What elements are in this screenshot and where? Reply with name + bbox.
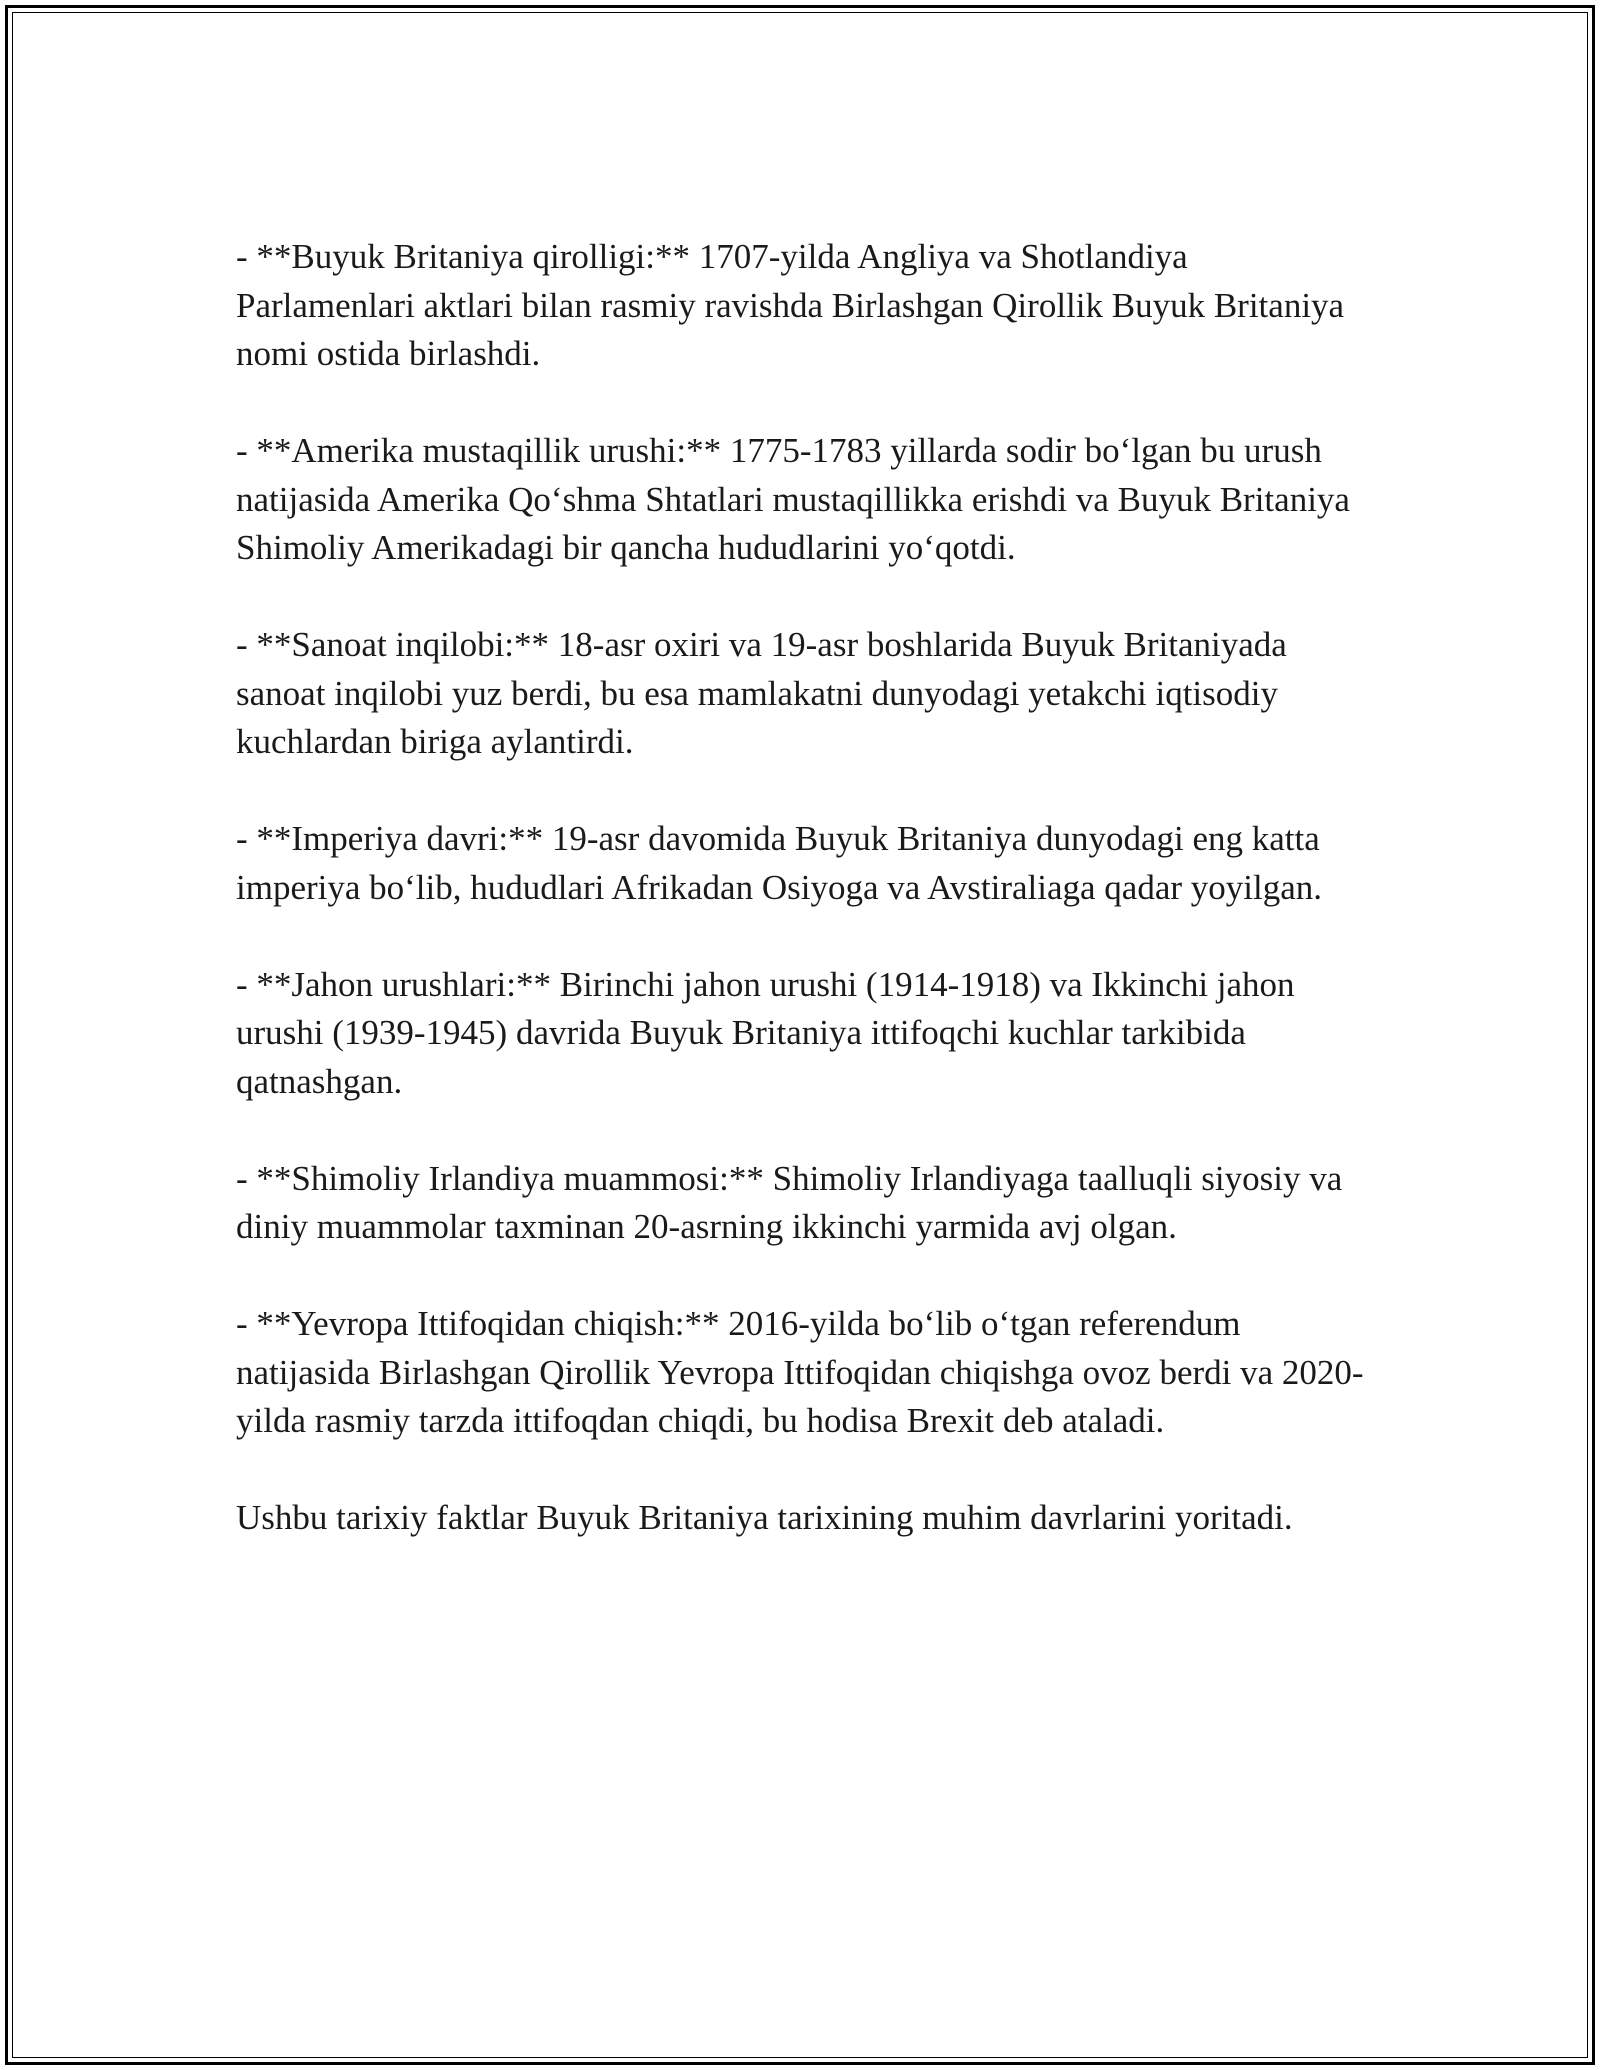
paragraph-imperiya-davri: - **Imperiya davri:** 19-asr davomida Buyuk Britaniya dunyodagi eng katta imperiya bo‘lib, hududlari Afrikadan Osiyoga va Avstiraliaga qadar yoyilgan. bbox=[236, 819, 1323, 907]
paragraph-buyuk-britaniya-qirolligi: - **Buyuk Britaniya qirolligi:** 1707-yilda Angliya va Shotlandiya Parlamenlari aktlari bilan rasmiy ravishda Birlashgan Qirollik Buyuk Britaniya nomi ostida birlashdi. bbox=[236, 237, 1345, 373]
paragraph-conclusion: Ushbu tarixiy faktlar Buyuk Britaniya tarixining muhim davrlarini yoritadi. bbox=[236, 1498, 1293, 1537]
paragraph-shimoliy-irlandiya-muammosi: - **Shimoliy Irlandiya muammosi:** Shimoliy Irlandiyaga taalluqli siyosiy va diniy muammolar taxminan 20-asrning ikkinchi yarmida avj olgan. bbox=[236, 1158, 1343, 1246]
paragraph-jahon-urushlari: - **Jahon urushlari:** Birinchi jahon urushi (1914-1918) va Ikkinchi jahon urushi (1939-1945) davrida Buyuk Britaniya ittifoqchi kuchlar tarkibida qatnashgan. bbox=[236, 964, 1295, 1101]
document-body bbox=[236, 233, 1371, 1543]
paragraph-amerika-mustaqillik-urushi: - **Amerika mustaqillik urushi:** 1775-1783 yillarda sodir bo‘lgan bu urush natijasida Amerika Qo‘shma Shtatlari mustaqillikka erishdi va Buyuk Britaniya Shimoliy Amerikadagi bir qancha hududlarini yo‘qotdi. bbox=[236, 431, 1350, 567]
paragraph-yevropa-ittifoqidan-chiqish: - **Yevropa Ittifoqidan chiqish:** 2016-yilda bo‘lib o‘tgan referendum natijasida Birlashgan Qirollik Yevropa Ittifoqidan chiqishga ovoz berdi va 2020-yilda rasmiy tarzda ittifoqdan chiqdi, bu hodisa Brexit deb ataladi. bbox=[236, 1304, 1364, 1440]
paragraph-sanoat-inqilobi: - **Sanoat inqilobi:** 18-asr oxiri va 19-asr boshlarida Buyuk Britaniyada sanoat inqilobi yuz berdi, bu esa mamlakatni dunyodagi yetakchi iqtisodiy kuchlardan biriga aylantirdi. bbox=[236, 625, 1287, 761]
